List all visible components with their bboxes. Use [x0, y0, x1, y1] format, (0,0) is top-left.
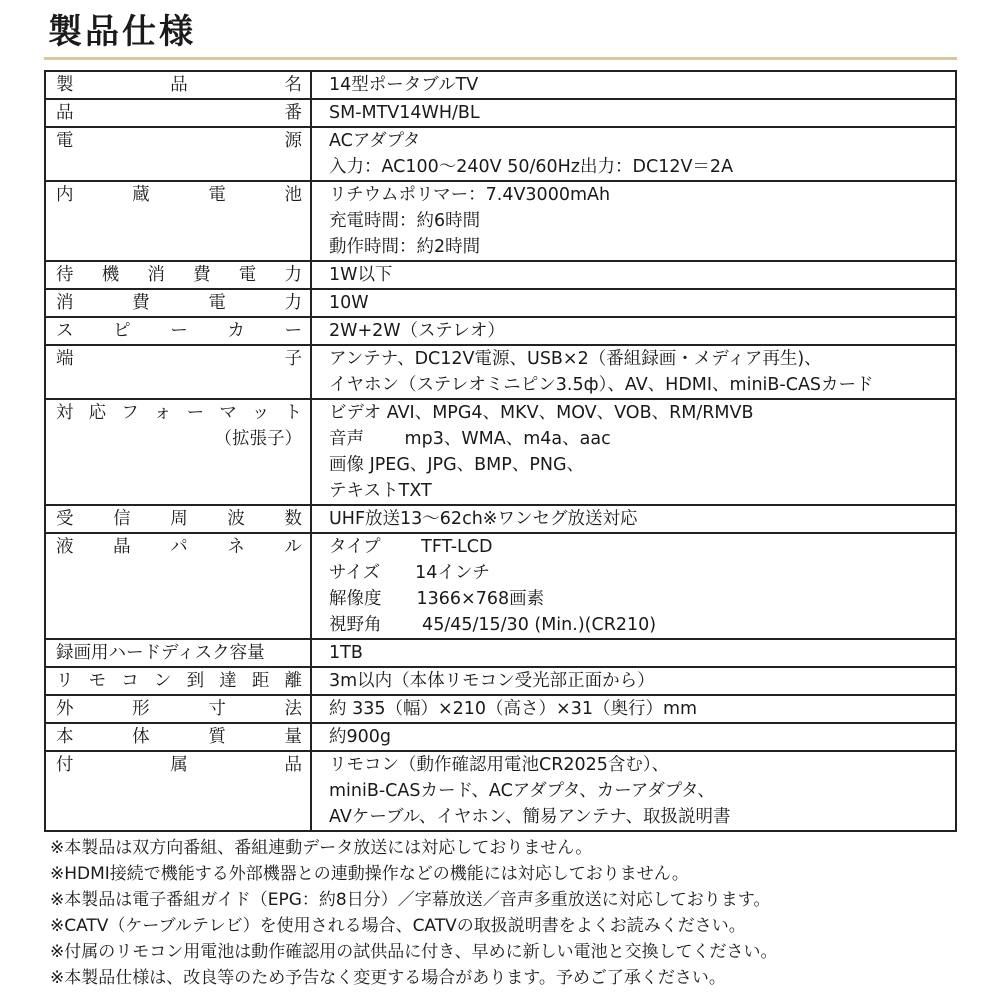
spec-label-cell — [45, 533, 311, 639]
spec-label-char: カ — [227, 321, 245, 341]
spec-label-char: ー — [170, 321, 188, 341]
spec-label-char: 周 — [170, 509, 188, 529]
spec-label — [56, 262, 302, 288]
spec-label-cell — [45, 127, 311, 181]
spec-label-char: ン — [153, 671, 172, 691]
spec-label-char: 内 — [56, 185, 74, 205]
spec-label-sub: （拡張子） — [214, 429, 302, 449]
spec-row — [45, 181, 956, 261]
spec-label-char: 数 — [284, 509, 302, 529]
spec-label-char: ス — [56, 321, 74, 341]
spec-label-char: 待 — [56, 265, 74, 285]
spec-value-line: 約 335（幅）×210（高さ）×31（奥行）mm — [329, 699, 698, 719]
spec-row — [45, 667, 956, 695]
spec-label-char: ー — [284, 321, 302, 341]
spec-label-char: 体 — [132, 727, 150, 747]
spec-value-line: 画像 JPEG、JPG、BMP、PNG、 — [329, 455, 585, 475]
spec-value-cell — [311, 723, 956, 751]
spec-label-char: リ — [56, 671, 74, 691]
spec-value-line: ACアダプタ — [329, 131, 421, 151]
spec-label-char: 品 — [284, 755, 302, 775]
spec-value-line: 充電時間：約6時間 — [329, 211, 481, 231]
spec-label-cell — [45, 181, 311, 261]
spec-label-char: 量 — [284, 727, 302, 747]
spec-label — [56, 72, 302, 98]
spec-value-line: リモコン（動作確認用電池CR2025含む）、 — [329, 755, 670, 775]
spec-label: 録画用ハードディスク容量 — [56, 643, 265, 663]
spec-label-char: ネ — [227, 537, 245, 557]
spec-value-cell — [311, 261, 956, 289]
spec-value-line: リチウムポリマー：7.4V3000mAh — [329, 185, 611, 205]
spec-value-line: タイプ TFT-LCD — [329, 537, 493, 557]
notes-list — [50, 835, 970, 991]
note-line: ※本製品は双方向番組、番組連動データ放送には対応しておりません。 — [50, 838, 593, 858]
spec-label-cell — [45, 345, 311, 399]
spec-label-char: 属 — [170, 755, 188, 775]
spec-label-char: 付 — [56, 755, 74, 775]
spec-label-char: ト — [284, 403, 302, 423]
spec-row — [45, 399, 956, 505]
spec-label — [56, 506, 302, 532]
note-line: ※CATV（ケーブルテレビ）を使用される場合、CATVの取扱説明書をよくお読みください。 — [50, 916, 746, 936]
spec-value-line: 14型ポータブルTV — [329, 75, 479, 95]
spec-value-line: イヤホン（ステレオミニピン3.5ф）、AV、HDMI、miniB-CASカード — [329, 375, 874, 395]
spec-label-char: 端 — [56, 349, 74, 369]
spec-label-char: 晶 — [113, 537, 131, 557]
note-line: ※付属のリモコン用電池は動作確認用の試供品に付き、早めに新しい電池と交換してください。 — [50, 942, 778, 962]
spec-label — [56, 346, 302, 372]
spec-label-char: 力 — [284, 265, 302, 285]
spec-label-char: 波 — [227, 509, 245, 529]
spec-label-cell — [45, 317, 311, 345]
spec-label-char: ッ — [251, 403, 270, 423]
spec-label-cell — [45, 289, 311, 317]
spec-label — [56, 668, 302, 694]
spec-row — [45, 261, 956, 289]
spec-label-cell — [45, 71, 311, 99]
spec-value-cell — [311, 317, 956, 345]
note-line: ※本製品は電子番組ガイド（EPG：約8日分）／字幕放送／音声多重放送に対応しております。 — [50, 890, 771, 910]
spec-label — [56, 100, 302, 126]
spec-row — [45, 695, 956, 723]
spec-value-cell — [311, 533, 956, 639]
spec-label-char: 番 — [284, 103, 302, 123]
spec-value-line: サイズ 14インチ — [329, 563, 490, 583]
spec-label-char: ー — [186, 403, 205, 423]
spec-value-line: アンテナ、DC12V電源、USB×2（番組録画・メディア再生)、 — [329, 349, 822, 369]
spec-label-cell — [45, 667, 311, 695]
spec-row — [45, 639, 956, 667]
spec-label-char: 池 — [284, 185, 302, 205]
spec-value-cell — [311, 71, 956, 99]
spec-value-cell — [311, 399, 956, 505]
spec-label-cell — [45, 639, 311, 667]
spec-label-char: 品 — [170, 75, 188, 95]
spec-value-line: ビデオ AVI、MPG4、MKV、MOV、VOB、RM/RMVB — [329, 403, 754, 423]
title-underline — [44, 57, 957, 60]
spec-label-char: マ — [219, 403, 237, 423]
spec-label-cell — [45, 505, 311, 533]
spec-value-line: 約900g — [329, 727, 392, 747]
spec-label-char: 距 — [251, 671, 270, 691]
spec-value-line: 10W — [329, 293, 369, 313]
spec-value-line: 音声 mp3、WMA、m4a、aac — [329, 429, 611, 449]
spec-row — [45, 127, 956, 181]
spec-label-char: 法 — [284, 699, 302, 719]
spec-value-cell — [311, 505, 956, 533]
spec-label-char: 信 — [113, 509, 131, 529]
spec-row — [45, 317, 956, 345]
spec-value-line: 1TB — [329, 643, 363, 663]
spec-label-cell — [45, 261, 311, 289]
spec-label-char: 対 — [56, 403, 74, 423]
spec-label — [56, 128, 302, 154]
spec-value-cell — [311, 667, 956, 695]
spec-value-line: 解像度 1366×768画素 — [329, 589, 545, 609]
spec-label-char: 蔵 — [132, 185, 150, 205]
spec-label-char: 子 — [284, 349, 302, 369]
spec-value-cell — [311, 181, 956, 261]
spec-label-char: 名 — [284, 75, 302, 95]
spec-label-char: 品 — [56, 103, 74, 123]
spec-label-cell — [45, 399, 311, 505]
spec-value-cell — [311, 127, 956, 181]
spec-label-char: 形 — [132, 699, 150, 719]
spec-table-body — [45, 71, 956, 831]
spec-row — [45, 505, 956, 533]
spec-label-char: 質 — [208, 727, 226, 747]
spec-row — [45, 345, 956, 399]
spec-label-char: 費 — [132, 293, 150, 313]
spec-label — [56, 182, 302, 208]
spec-label — [56, 752, 302, 778]
spec-label-char: 消 — [56, 293, 74, 313]
spec-label — [56, 318, 302, 344]
spec-label-cell — [45, 99, 311, 127]
page-title: 製品仕様 — [48, 12, 196, 52]
spec-label-char: 電 — [238, 265, 257, 285]
spec-row — [45, 533, 956, 639]
note-line: ※HDMI接続で機能する外部機器との連動操作などの機能には対応しておりません。 — [50, 864, 689, 884]
spec-label — [56, 534, 302, 560]
spec-label-char: 消 — [147, 265, 165, 285]
spec-label-char: 応 — [88, 403, 107, 423]
spec-label-char: 製 — [56, 75, 74, 95]
spec-label-char: 機 — [101, 265, 120, 285]
spec-label — [56, 400, 302, 426]
spec-label — [56, 696, 302, 722]
spec-value-line: SM-MTV14WH/BL — [329, 103, 480, 123]
spec-label — [56, 290, 302, 316]
spec-label-char: 本 — [56, 727, 74, 747]
spec-label-char: 電 — [208, 293, 226, 313]
spec-label-char: 液 — [56, 537, 74, 557]
spec-row — [45, 71, 956, 99]
spec-label-char: 寸 — [208, 699, 226, 719]
spec-row — [45, 723, 956, 751]
spec-row — [45, 289, 956, 317]
spec-label-cell — [45, 695, 311, 723]
spec-value-cell — [311, 99, 956, 127]
spec-row — [45, 99, 956, 127]
spec-label-cell — [45, 751, 311, 831]
spec-value-line: 入力：AC100～240V 50/60Hz出力：DC12V＝2A — [329, 157, 734, 177]
spec-value-line: 1W以下 — [329, 265, 393, 285]
spec-label-char: 力 — [284, 293, 302, 313]
spec-label-char: フ — [121, 403, 139, 423]
spec-value-line: AVケーブル、イヤホン、簡易アンテナ、取扱説明書 — [329, 807, 731, 827]
spec-label — [56, 724, 302, 750]
spec-value-cell — [311, 345, 956, 399]
spec-value-line: 視野角 45/45/15/30 (Min.)(CR210) — [329, 615, 657, 635]
spec-value-cell — [311, 751, 956, 831]
spec-value-line: テキストTXT — [329, 481, 432, 501]
spec-value-cell — [311, 289, 956, 317]
spec-label-char: 電 — [208, 185, 226, 205]
spec-label-char: 到 — [186, 671, 205, 691]
spec-value-line: 3m以内（本体リモコン受光部正面から） — [329, 671, 655, 691]
note-line: ※本製品仕様は、改良等のため予告なく変更する場合があります。予めご了承ください。 — [50, 968, 726, 988]
spec-label-char: 離 — [284, 671, 302, 691]
spec-value-line: miniB-CASカード、ACアダプタ、カーアダプタ、 — [329, 781, 715, 801]
spec-row — [45, 751, 956, 831]
spec-label-char: モ — [88, 671, 107, 691]
spec-label-char: ピ — [113, 321, 131, 341]
spec-value-line: UHF放送13～62ch※ワンセグ放送対応 — [329, 509, 638, 529]
spec-label-char: パ — [170, 537, 188, 557]
spec-label-cell — [45, 723, 311, 751]
spec-value-cell — [311, 639, 956, 667]
spec-label-char: 受 — [56, 509, 74, 529]
spec-value-cell — [311, 695, 956, 723]
spec-label-char: ォ — [153, 403, 172, 423]
spec-label-char: 達 — [219, 671, 237, 691]
spec-value-line: 2W+2W（ステレオ） — [329, 321, 505, 341]
spec-label-char: 費 — [193, 265, 211, 285]
spec-label-char: 電 — [56, 131, 74, 151]
spec-label-char: コ — [121, 671, 139, 691]
spec-label-char: ル — [284, 537, 302, 557]
spec-table — [44, 70, 957, 832]
spec-label-char: 外 — [56, 699, 74, 719]
spec-value-line: 動作時間：約2時間 — [329, 237, 481, 257]
spec-label-char: 源 — [284, 131, 302, 151]
